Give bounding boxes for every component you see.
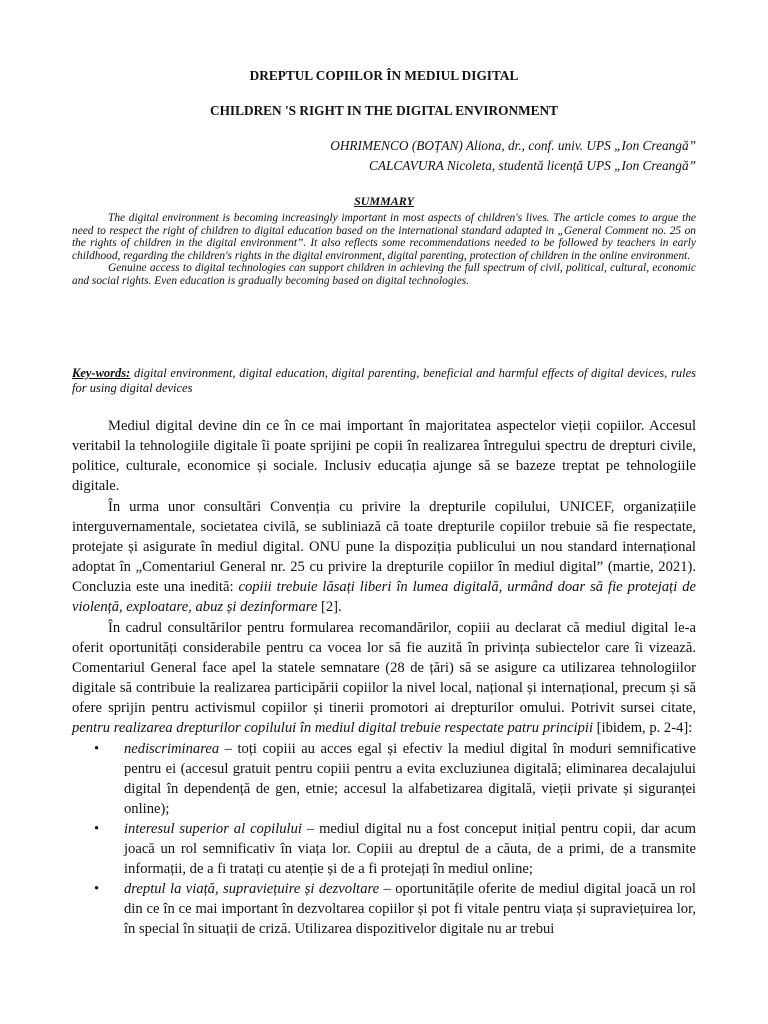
list-item-text: – toți copiii au acces egal și efectiv la mediul digital în moduri semnificative pentru ei (accesul gratuit pentru copiii pentru a evita excluziunea digitală; eliminarea decalajului digital în dependență de gen, etnie; accesul la alfabetizarea digitală, vieții private și siguranței online); bbox=[124, 741, 696, 817]
p3-italic: pentru realizarea drepturilor copilului în mediul digital trebuie respectate patru principii bbox=[72, 720, 593, 736]
list-item-term: interesul superior al copilului bbox=[124, 821, 302, 837]
list-item bbox=[72, 879, 696, 939]
p3-text-b: [ibidem, p. 2-4]: bbox=[593, 720, 693, 736]
p2-italic: copiii trebuie lăsați liberi în lumea digitală, urmând doar să fie protejați de violență, exploatare, abuz și dezinformare bbox=[72, 579, 696, 615]
title-romanian: DREPTUL COPIILOR ÎN MEDIUL DIGITAL bbox=[249, 68, 519, 83]
list-item bbox=[72, 819, 696, 879]
author-2: CALCAVURA Nicoleta, studentă licență UPS „Ion Creangă” bbox=[369, 158, 696, 173]
bullet-icon: • bbox=[94, 741, 100, 757]
summary-heading: SUMMARY bbox=[354, 194, 414, 208]
body-paragraph-1: Mediul digital devine din ce în ce mai important în majoritatea aspectelor vieții copiilor. Accesul veritabil la tehnologiile digitale îi poate sprijini pe copii în realizarea întregului spectru de drepturi civile, politice, culturale, economice și sociale. Inclusiv educația ajunge să se bazeze treptat pe tehnologiile digitale. bbox=[72, 418, 696, 494]
principles-list bbox=[72, 739, 696, 939]
keywords-text: digital environment, digital education, digital parenting, beneficial and harmful effects of digital devices, rules for using digital devices bbox=[72, 366, 696, 395]
list-item bbox=[72, 739, 696, 819]
bullet-icon: • bbox=[94, 821, 100, 837]
summary-paragraph-2: Genuine access to digital technologies can support children in achieving the full spectrum of civil, political, cultural, economic and social rights. Even education is gradually becoming based on digital technologies. bbox=[72, 262, 696, 287]
keywords-label: Key-words: bbox=[72, 366, 131, 380]
bullet-icon: • bbox=[94, 881, 100, 897]
p3-text-a: În cadrul consultărilor pentru formularea recomandărilor, copiii au declarat că mediul digital le-a oferit oportunități considerabile pentru ca vocea lor să fie auzită în privința subiectelor care îi vizează. Comentariul General face apel la statele semnatare (28 de țări) să se asigure ca utilizarea tehnologiilor digitale să contribuie la realizarea participării copiilor la nivel local, național și internațional, precum și să ofere sprijin pentru activismul copiilor și tinerii promotori ai drepturilor omului. Potrivit sursei citate, bbox=[72, 620, 696, 716]
author-1: OHRIMENCO (BOȚAN) Aliona, dr., conf. univ. UPS „Ion Creangă” bbox=[330, 138, 696, 153]
title-english: CHILDREN 'S RIGHT IN THE DIGITAL ENVIRONMENT bbox=[209, 103, 558, 118]
body-paragraph-3 bbox=[72, 618, 696, 738]
list-item-text: – mediul digital nu a fost conceput inițial pentru copii, dar acum joacă un rol semnificativ în viața lor. Copiii au dreptul de a căuta, de a primi, de a transmite informații, de a fi tratați cu atenție și de a fi protejați în mediul online; bbox=[124, 821, 696, 877]
summary-paragraph-1: The digital environment is becoming increasingly important in most aspects of children's lives. The article comes to argue the need to respect the right of children to digital education based on the international standard adapted in „General Comment no. 25 on the rights of children in the digital environment”. It also reflects some recommendations needed to be followed by teachers in early childhood, regarding the children's rights in the digital environment, digital parenting, protection of children in the online environment. bbox=[72, 212, 696, 262]
list-item-term: dreptul la viață, supraviețuire și dezvoltare bbox=[124, 881, 380, 897]
article-body bbox=[72, 416, 696, 939]
list-item-text: – oportunitățile oferite de mediul digital joacă un rol din ce în ce mai important în dezvoltarea copiilor și pot fi vitale pentru viața și supraviețuirea lor, în special în situații de criză. Utilizarea dispozitivelor digitale nu ar trebui bbox=[124, 881, 696, 937]
body-paragraph-2 bbox=[72, 497, 696, 617]
list-item-term: nediscriminarea bbox=[124, 741, 220, 757]
p2-text-a: În urma unor consultări Convenția cu privire la drepturile copilului, UNICEF, organizațiile interguvernamentale, societatea civilă, se subliniază că toate drepturile copiilor trebuie să fie respectate, protejate și asigurate în mediul digital. ONU pune la dispoziția publicului un nou standard internațional adoptat în „Comentariul General nr. 25 cu privire la drepturile copiilor în mediul digital” (martie, 2021). Concluzia este una inedită: bbox=[72, 499, 696, 595]
keywords bbox=[72, 366, 696, 396]
p2-text-b: [2]. bbox=[317, 599, 342, 615]
summary-abstract bbox=[72, 212, 696, 287]
